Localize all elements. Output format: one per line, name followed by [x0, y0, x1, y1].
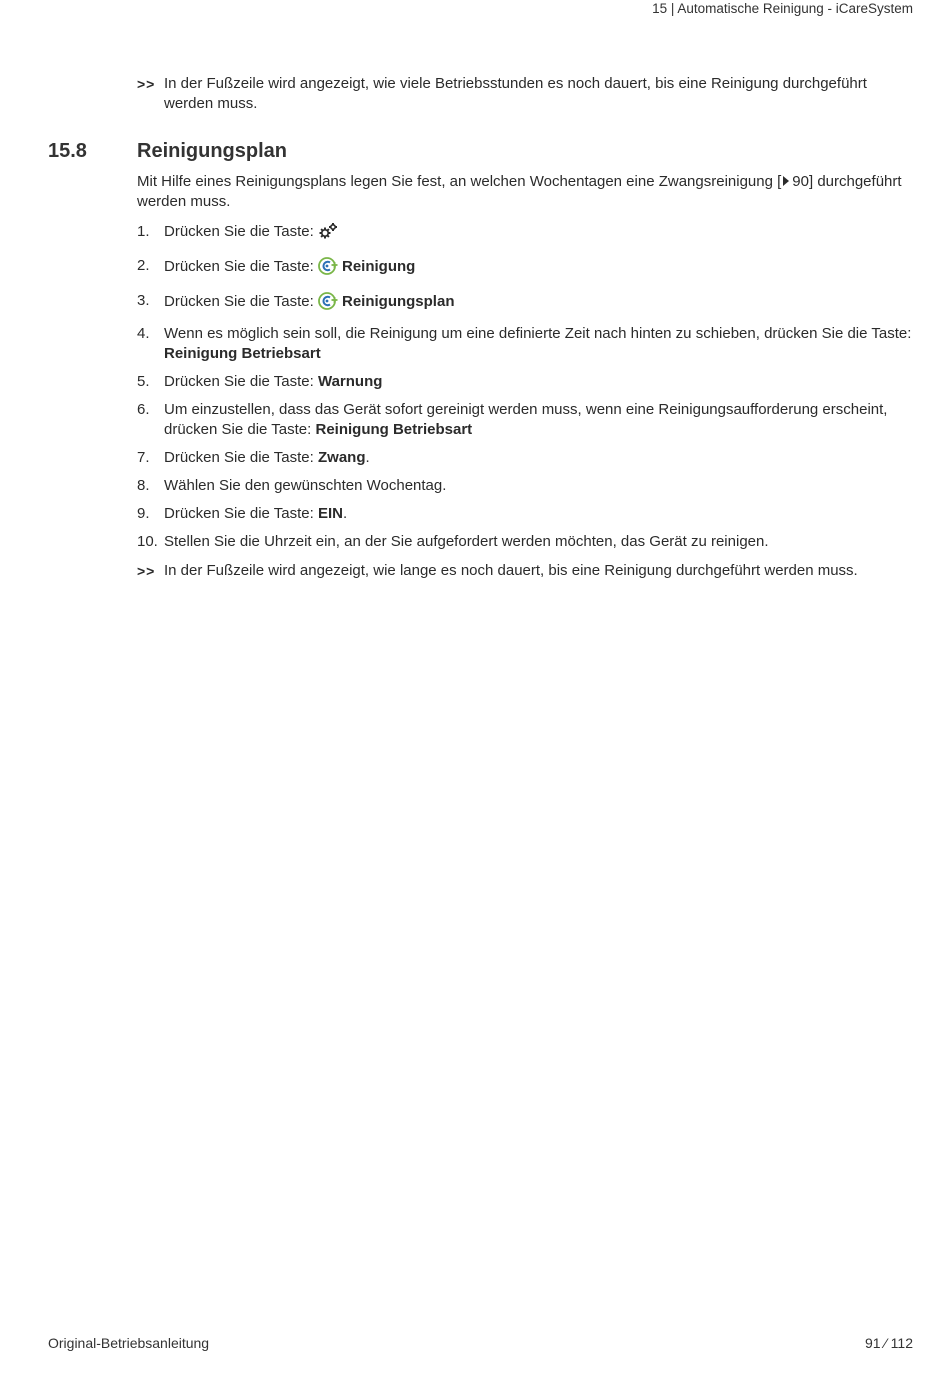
key-label: Reinigungsplan	[341, 293, 455, 310]
section-intro	[137, 172, 912, 212]
footer-document-title: Original-Betriebsanleitung	[48, 1335, 210, 1351]
running-header: 15 | Automatische Reinigung - iCareSystem	[652, 1, 913, 16]
result-text: In der Fußzeile wird angezeigt, wie viele Betriebsstunden es noch dauert, bis eine Reinigung durchgeführt werden muss.	[164, 75, 867, 112]
result-note	[137, 561, 912, 581]
step-instruction: Stellen Sie die Uhrzeit ein, an der Sie aufgefordert werden möchten, das Gerät zu reinigen.	[164, 533, 769, 550]
step-instruction: Drücken Sie die Taste:	[164, 258, 314, 275]
step-text	[164, 372, 912, 392]
gear-icon	[318, 222, 338, 246]
step-number: 1.	[137, 223, 150, 240]
step-instruction: Drücken Sie die Taste:	[164, 293, 314, 310]
step-instruction: Drücken Sie die Taste:	[164, 505, 314, 522]
step-text	[164, 400, 912, 440]
step-item	[137, 400, 912, 440]
step-instruction: Wählen Sie den gewünschten Wochentag.	[164, 477, 447, 494]
step-item	[137, 372, 912, 392]
step-text	[164, 476, 912, 496]
step-text	[164, 532, 912, 552]
step-item	[137, 532, 912, 552]
intro-text-end: ] durchgeführt werden muss.	[137, 173, 902, 210]
step-item	[137, 291, 912, 316]
key-label: EIN	[317, 505, 343, 522]
step-item	[137, 476, 912, 496]
step-text	[164, 448, 912, 468]
step-number: 4.	[137, 325, 150, 342]
step-item	[137, 448, 912, 468]
step-item	[137, 222, 912, 246]
care-cleaning-icon	[318, 256, 339, 281]
result-text: In der Fußzeile wird angezeigt, wie lange es noch dauert, bis eine Reinigung durchgeführt werden muss.	[164, 562, 858, 579]
cross-reference-arrow-icon	[783, 176, 789, 186]
step-instruction: Wenn es möglich sein soll, die Reinigung um eine definierte Zeit nach hinten zu schieben, drücken Sie die Taste:	[164, 325, 912, 342]
result-note	[137, 74, 912, 114]
result-marker: >>	[137, 76, 156, 92]
step-number: 6.	[137, 401, 150, 418]
key-label: Reinigung Betriebsart	[164, 345, 321, 362]
step-number: 7.	[137, 449, 150, 466]
step-number: 3.	[137, 292, 150, 309]
step-instruction: Drücken Sie die Taste:	[164, 373, 314, 390]
step-punctuation: .	[343, 505, 348, 522]
step-instruction: Drücken Sie die Taste:	[164, 223, 314, 240]
care-cleaning-icon	[318, 291, 339, 316]
step-text	[164, 222, 912, 246]
step-punctuation: .	[365, 449, 370, 466]
step-text	[164, 291, 912, 316]
page-content	[48, 74, 912, 581]
step-instruction: Drücken Sie die Taste:	[164, 449, 314, 466]
key-label: Reinigung Betriebsart	[315, 421, 473, 438]
section-title: Reinigungsplan	[137, 140, 287, 162]
step-number: 8.	[137, 477, 150, 494]
step-text	[164, 324, 912, 364]
key-label: Warnung	[317, 373, 383, 390]
step-text	[164, 256, 912, 281]
step-text	[164, 504, 912, 524]
section-number: 15.8	[48, 140, 87, 162]
step-instruction: Um einzustellen, dass das Gerät sofort gereinigt werden muss, wenn eine Reinigungsaufforderung erscheint, drücken Sie die Taste:	[164, 401, 888, 438]
step-list	[137, 222, 912, 552]
step-number: 2.	[137, 257, 150, 274]
intro-text-start: Mit Hilfe eines Reinigungsplans legen Sie fest, an welchen Wochentagen eine Zwangsreinigung [	[137, 173, 782, 190]
step-number: 10.	[137, 533, 158, 550]
step-item	[137, 256, 912, 281]
step-item	[137, 324, 912, 364]
key-label: Zwang	[317, 449, 366, 466]
cross-reference-page[interactable]: 90	[792, 173, 809, 190]
section-heading	[48, 138, 912, 164]
step-number: 5.	[137, 373, 150, 390]
footer-page-number: 91 ⁄ 112	[864, 1335, 913, 1351]
step-number: 9.	[137, 505, 150, 522]
key-label: Reinigung	[341, 258, 416, 275]
result-marker: >>	[137, 563, 156, 579]
step-item	[137, 504, 912, 524]
